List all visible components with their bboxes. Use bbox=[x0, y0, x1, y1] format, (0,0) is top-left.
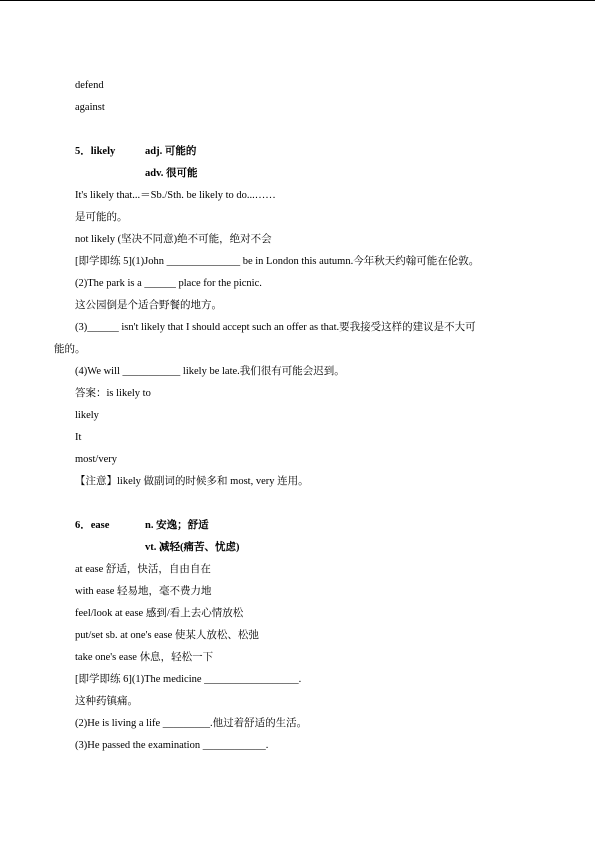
text-line: 这公园倒是个适合野餐的地方。 bbox=[75, 300, 222, 311]
section-5-pos-adv: adv. 很可能 bbox=[145, 168, 198, 179]
text-line: against bbox=[75, 102, 105, 113]
exercise-line: [即学即练 5](1)John ______________ be in London this autumn.今年秋天约翰可能在伦敦。 bbox=[75, 256, 480, 267]
text-line: 是可能的。 bbox=[75, 212, 128, 223]
exercise-line: (4)We will ___________ likely be late.我们很有可能会迟到。 bbox=[75, 366, 345, 377]
section-6-pos-verb: vt. 减轻(痛苦、忧虑) bbox=[145, 542, 240, 553]
exercise-line: (3)______ isn't likely that I should accept such an offer as that.要我接受这样的建议是不大可 bbox=[75, 322, 476, 333]
note-line: 【注意】likely 做副词的时候多和 most, very 连用。 bbox=[75, 476, 309, 487]
text-line: It's likely that...＝Sb./Sth. be likely to do...…… bbox=[75, 190, 276, 201]
answer-line: It bbox=[75, 432, 82, 443]
answer-line: 答案：is likely to bbox=[75, 388, 151, 399]
phrase-line: at ease 舒适，快活，自由自在 bbox=[75, 564, 211, 575]
answer-line: likely bbox=[75, 410, 99, 421]
section-6-heading bbox=[75, 519, 209, 533]
exercise-line: (2)He is living a life _________.他过着舒适的生活。 bbox=[75, 718, 308, 729]
text-line: 这种药镇痛。 bbox=[75, 696, 138, 707]
top-rule bbox=[0, 0, 595, 1]
phrase-line: with ease 轻易地，毫不费力地 bbox=[75, 586, 212, 597]
text-line: 能的。 bbox=[54, 344, 86, 355]
section-5-pos-adj: adj. 可能的 bbox=[145, 146, 197, 157]
phrase-line: feel/look at ease 感到/看上去心情放松 bbox=[75, 608, 244, 619]
answer-line: most/very bbox=[75, 454, 117, 465]
text-line: defend bbox=[75, 80, 104, 91]
phrase-line: put/set sb. at one's ease 使某人放松、松弛 bbox=[75, 630, 259, 641]
exercise-line: [即学即练 6](1)The medicine __________________. bbox=[75, 674, 302, 685]
section-6-pos-noun: n. 安逸；舒适 bbox=[145, 520, 209, 531]
phrase-line: take one's ease 休息，轻松一下 bbox=[75, 652, 214, 663]
section-5-word: 5．likely bbox=[75, 146, 116, 157]
exercise-line: (2)The park is a ______ place for the picnic. bbox=[75, 278, 262, 289]
exercise-line: (3)He passed the examination ____________. bbox=[75, 740, 269, 751]
section-5-heading bbox=[75, 145, 196, 159]
text-line: not likely (坚决不同意)绝不可能，绝对不会 bbox=[75, 234, 272, 245]
section-6-word: 6．ease bbox=[75, 520, 110, 531]
